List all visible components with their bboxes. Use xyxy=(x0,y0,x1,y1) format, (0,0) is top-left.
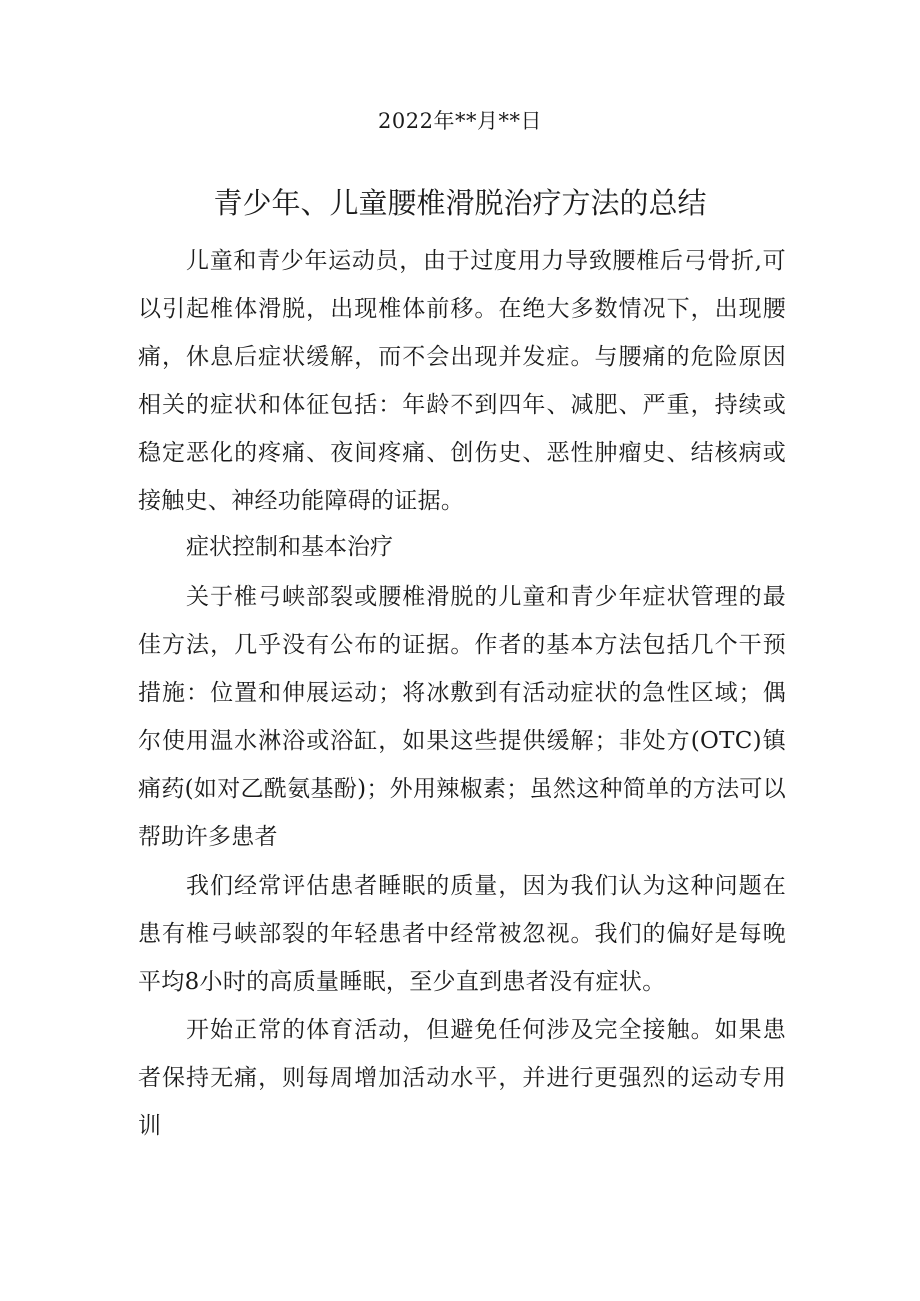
paragraph-activity: 开始正常的体育活动，但避免任何涉及完全接触。如果患者保持无痛，则每周增加活动水平，并进行更强烈的运动专用训 xyxy=(138,1017,786,1139)
paragraph-intro: 儿童和青少年运动员，由于过度用力导致腰椎后弓骨折,可以引起椎体滑脱，出现椎体前移。在绝大多数情况下，出现腰痛，休息后症状缓解，而不会出现并发症。与腰痛的危险原因相关的症状和体征包括：年龄不到四年、减肥、严重，持续或稳定恶化的疼痛、夜间疼痛、创伤史、恶性肿瘤史、结核病或接触史、神经功能障碍的证据。 xyxy=(138,248,786,514)
paragraph-symptom-management: 关于椎弓峡部裂或腰椎滑脱的儿童和青少年症状管理的最佳方法，几乎没有公布的证据。作者的基本方法包括几个干预措施：位置和伸展运动；将冰敷到有活动症状的急性区域；偶尔使用温水淋浴或浴缸，如果这些提供缓解；非处方(OTC)镇痛药(如对乙酰氨基酚)；外用辣椒素；虽然这种简单的方法可以帮助许多患者 xyxy=(138,584,786,850)
section-heading: 症状控制和基本治疗 xyxy=(186,534,393,560)
paragraph-sleep-quality: 我们经常评估患者睡眠的质量，因为我们认为这种问题在患有椎弓峡部裂的年轻患者中经常被忽视。我们的偏好是每晚平均8小时的高质量睡眠，至少直到患者没有症状。 xyxy=(138,873,786,995)
document-date: 2022年**月**日 xyxy=(378,109,542,133)
document-title: 青少年、儿童腰椎滑脱治疗方法的总结 xyxy=(213,186,707,220)
